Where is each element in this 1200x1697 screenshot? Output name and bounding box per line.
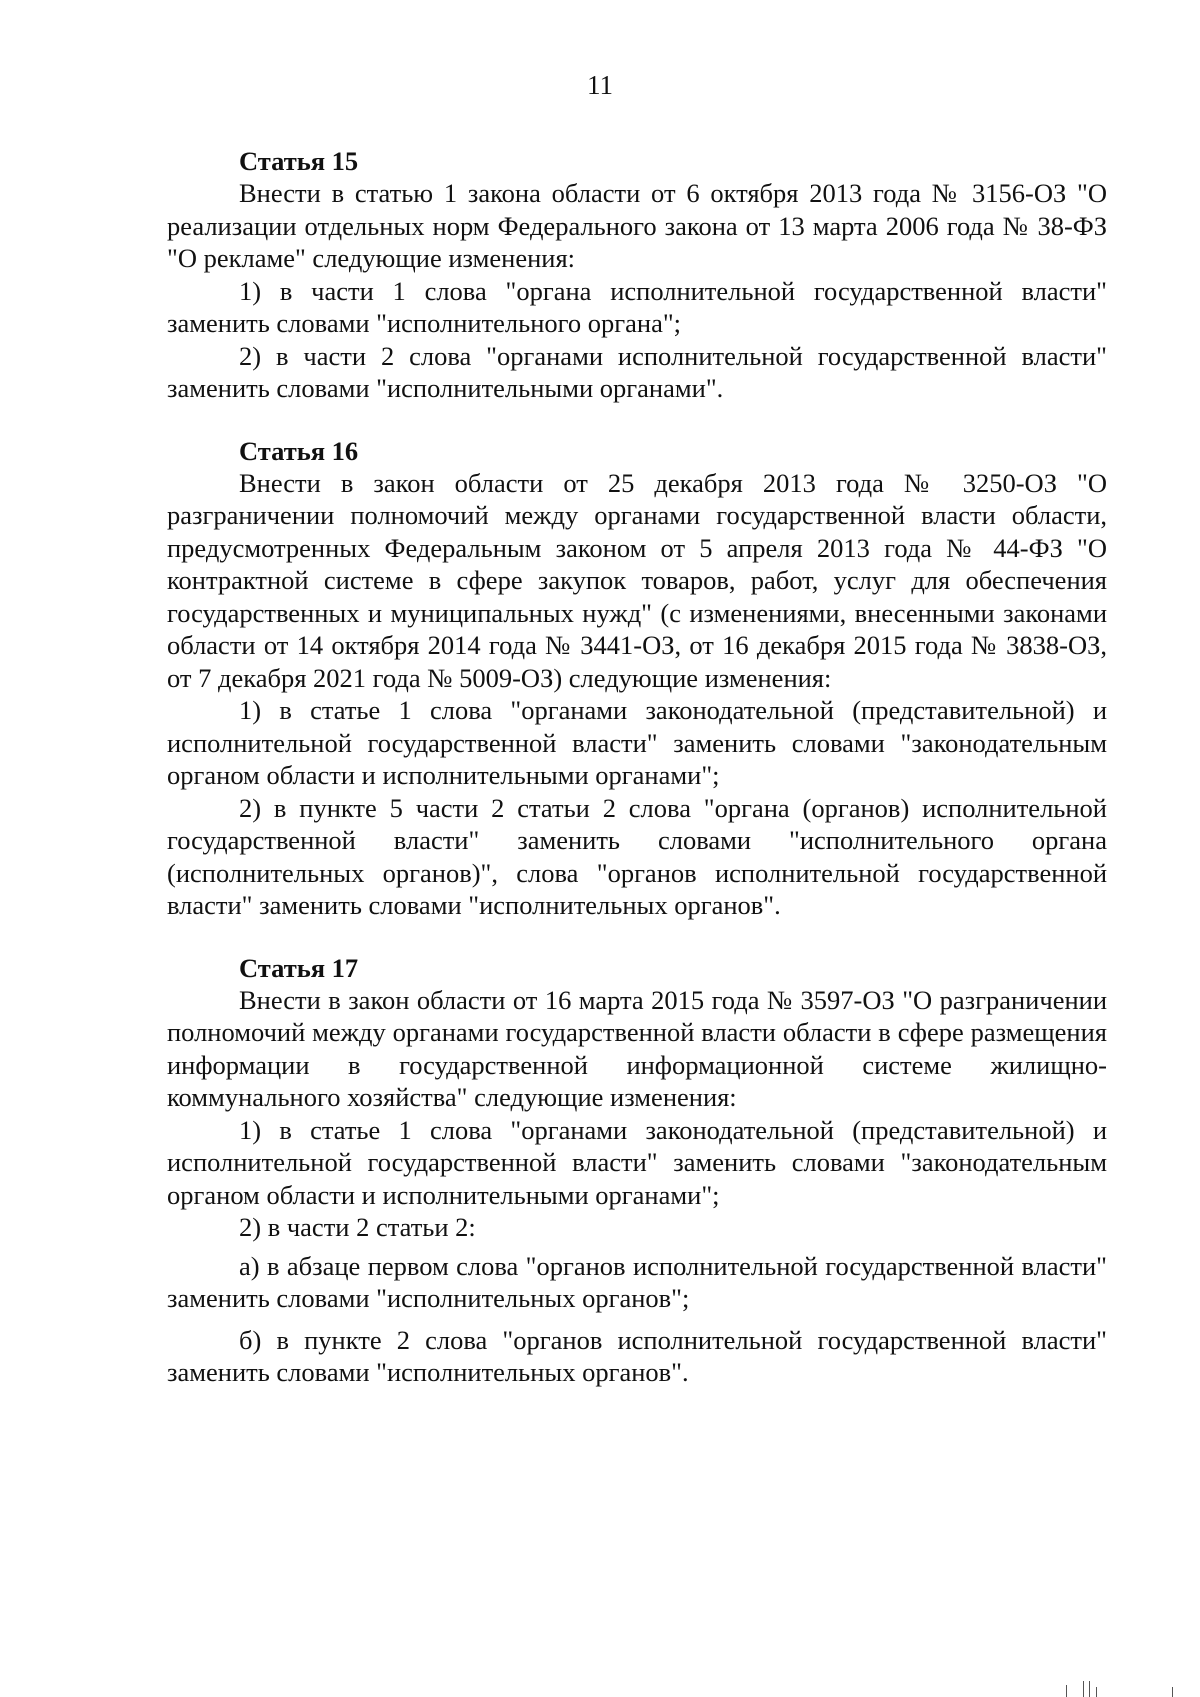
article-17 [167,952,1107,1389]
article-paragraph: 1) в статье 1 слова "органами законодательной (представительной) и исполнительной государственной власти" заменить словами "законодательным органом области и исполнительными органами"; [167,1114,1107,1210]
scan-artifact-mark [1096,1687,1097,1697]
article-16 [167,435,1107,922]
article-heading: Статья 15 [239,146,359,176]
page-number: 11 [587,70,613,100]
article-paragraph: 1) в статье 1 слова "органами законодательной (представительной) и исполнительной государственной власти" заменить словами "законодательным органом области и исполнительными органами"; [167,695,1107,790]
article-paragraph: 1) в части 1 слова "органа исполнительной государственной власти" заменить словами "исполнительного органа"; [167,275,1107,338]
document-body [167,145,1107,1389]
scan-artifact-mark [1066,1685,1067,1697]
article-paragraph: Внести в закон области от 25 декабря 2013 года № 3250-ОЗ "О разграничении полномочий между органами государственной власти области, предусмотренных Федеральным законом от 5 апреля 2013 года № 44-ФЗ "О контрактной системе в сфере закупок товаров, работ, услуг для обеспечения государственных и муниципальных нужд" (с изменениями, внесенными законами области от 14 октября 2014 года № 3441-ОЗ, от 16 декабря 2015 года № 3838-ОЗ, от 7 декабря 2021 года № 5009-ОЗ) следующие изменения: [167,467,1107,693]
article-heading: Статья 17 [239,952,359,983]
scan-artifact-mark [1089,1681,1090,1697]
article-paragraph: 2) в части 2 статьи 2: [239,1212,476,1242]
scan-artifact-mark [1172,1687,1173,1697]
scan-artifact-mark [1083,1681,1084,1697]
article-paragraph: б) в пункте 2 слова "органов исполнительной государственной власти" заменить словами "исполнительных органов". [167,1324,1107,1387]
article-heading: Статья 16 [239,435,359,466]
article-paragraph: а) в абзаце первом слова "органов исполнительной государственной власти" заменить словами "исполнительных органов"; [167,1250,1107,1313]
article-paragraph: Внести в статью 1 закона области от 6 октября 2013 года № 3156-ОЗ "О реализации отдельных норм Федерального закона от 13 марта 2006 года № 38-ФЗ "О рекламе" следующие изменения: [167,178,1107,273]
article-paragraph: 2) в части 2 слова "органами исполнительной государственной власти" заменить словами "исполнительными органами". [167,340,1107,403]
article-paragraph: Внести в закон области от 16 марта 2015 года № 3597-ОЗ "О разграничении полномочий между органами государственной власти области в сфере размещения информации в государственной информационной системе жилищно-коммунального хозяйства" следующие изменения: [167,984,1107,1112]
article-15 [167,145,1107,405]
article-paragraph: 2) в пункте 5 части 2 статьи 2 слова "органа (органов) исполнительной государственной власти" заменить словами "исполнительного органа (исполнительных органов)", слова "органов исполнительной государственной власти" заменить словами "исполнительных органов". [167,792,1107,920]
